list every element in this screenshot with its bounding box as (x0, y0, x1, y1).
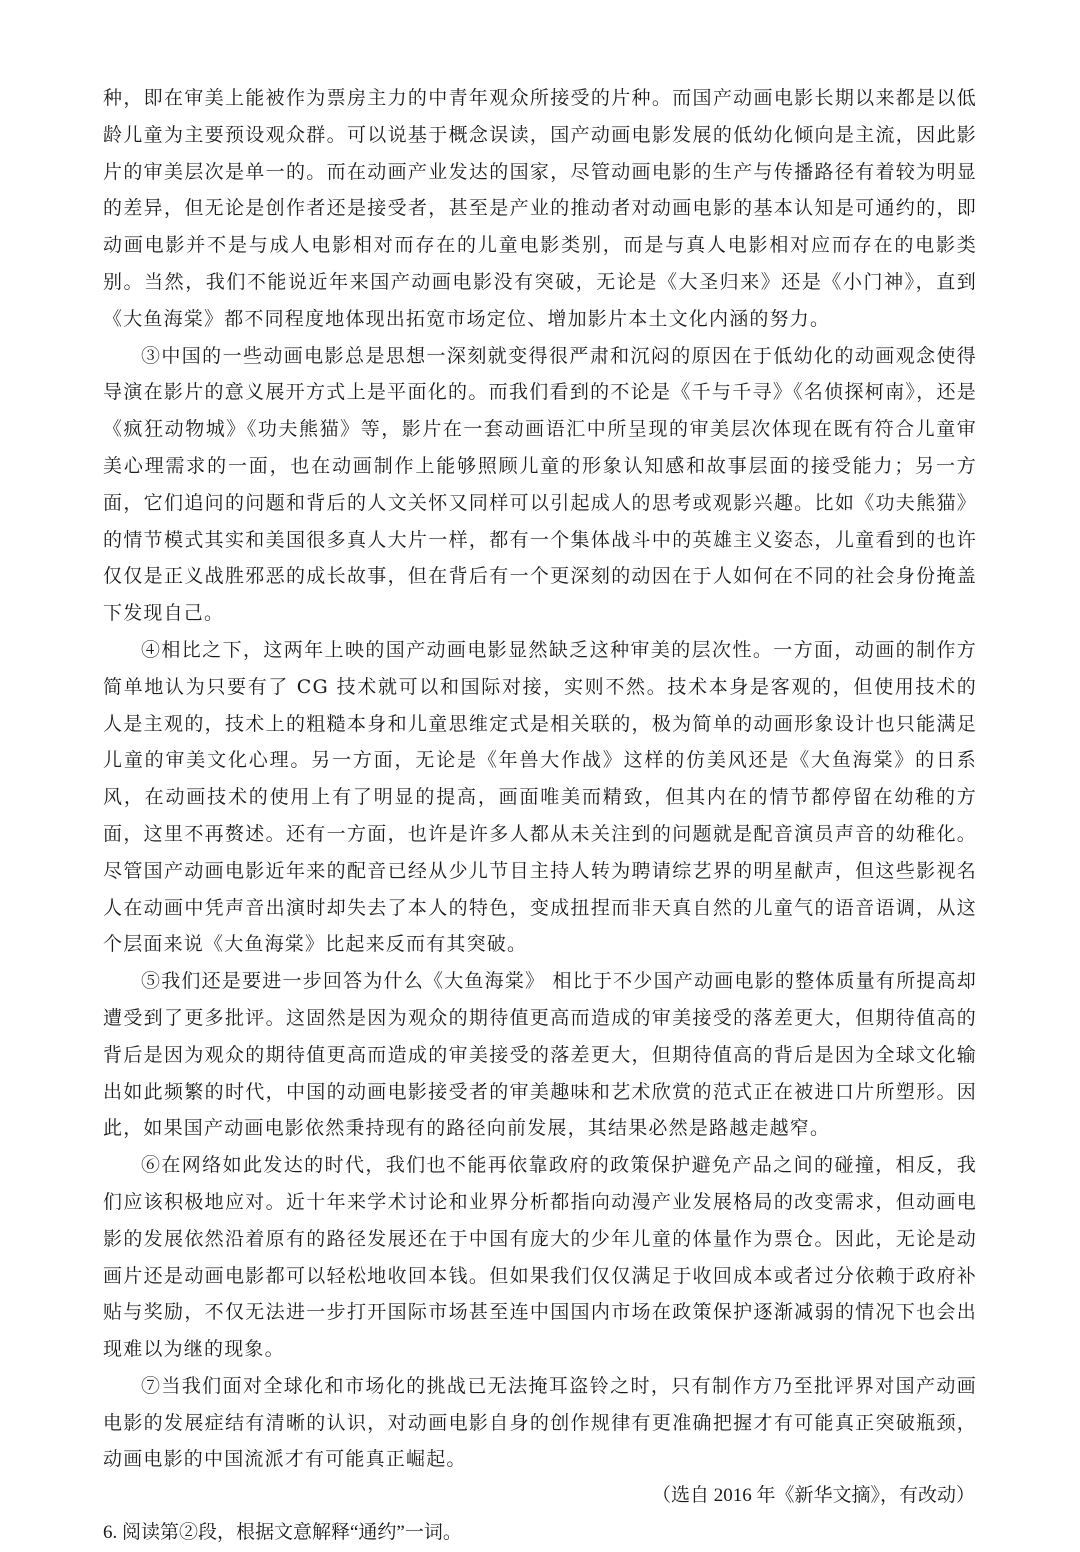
document-page (103, 80, 977, 1552)
paragraph-5: ⑤我们还是要进一步回答为什么《大鱼海棠》 相比于不少国产动画电影的整体质量有所提高却遭受到了更多批评。这固然是因为观众的期待值更高而造成的审美接受的落差更大，但期待值高的背后是因为观众的期待值更高而造成的审美接受的落差更大，但期待值高的背后是因为全球文化输出如此频繁的时代，中国的动画电影接受者的审美趣味和艺术欣赏的范式正在被进口片所塑形。因此，如果国产动画电影依然秉持现有的路径向前发展，其结果必然是路越走越窄。 (103, 970, 977, 1140)
paragraph-4: ④相比之下，这两年上映的国产动画电影显然缺乏这种审美的层次性。一方面，动画的制作方简单地认为只要有了 CG 技术就可以和国际对接，实则不然。技术本身是客观的，但使用技术的人是主观的，技术上的粗糙本身和儿童思维定式是相关联的，极为简单的动画形象设计也只能满足儿童的审美文化心理。另一方面，无论是《年兽大作战》这样的仿美风还是《大鱼海棠》的日系风，在动画技术的使用上有了明显的提高，画面唯美而精致，但其内在的情节都停留在幼稚的方面，这里不再赘述。还有一方面，也许是许多人都从未关注到的问题就是配音演员声音的幼稚化。尽管国产动画电影近年来的配音已经从少儿节目主持人转为聘请综艺界的明星献声，但这些影视名人在动画中凭声音出演时却失去了本人的特色，变成扭捏而非天真自然的儿童气的语音语调，从这个层面来说《大鱼海棠》比起来反而有其突破。 (103, 638, 977, 956)
paragraph-3: ③中国的一些动画电影总是思想一深刻就变得很严肃和沉闷的原因在于低幼化的动画观念使得导演在影片的意义展开方式上是平面化的。而我们看到的不论是《千与千寻》《名侦探柯南》，还是《疯狂动物城》《功夫熊猫》等，影片在一套动画语汇中所呈现的审美层次体现在既有符合儿童审美心理需求的一面，也在动画制作上能够照顾儿童的形象认知感和故事层面的接受能力；另一方面，它们追问的问题和背后的人文关怀又同样可以引起成人的思考或观影兴趣。比如《功夫熊猫》的情节模式其实和美国很多真人大片一样，都有一个集体战斗中的英雄主义姿态，儿童看到的也许仅仅是正义战胜邪恶的成长故事，但在背后有一个更深刻的动因在于人如何在不同的社会身份掩盖下发现自己。 (103, 344, 977, 625)
paragraph-6: ⑥在网络如此发达的时代，我们也不能再依靠政府的政策保护避免产品之间的碰撞，相反，我们应该积极地应对。近十年来学术讨论和业界分析都指向动漫产业发展格局的改变需求，但动画电影的发展依然沿着原有的路径发展还在于中国有庞大的少年儿童的体量作为票仓。因此，无论是动画片还是动画电影都可以轻松地收回本钱。但如果我们仅仅满足于收回成本或者过分依赖于政府补贴与奖励，不仅无法进一步打开国际市场甚至连中国国内市场在政策保护逐渐减弱的情况下也会出现难以为继的现象。 (103, 1154, 977, 1361)
paragraph-2-continued: 种，即在审美上能被作为票房主力的中青年观众所接受的片种。而国产动画电影长期以来都是以低龄儿童为主要预设观众群。可以说基于概念误读，国产动画电影发展的低幼化倾向是主流，因此影片的审美层次是单一的。而在动画产业发达的国家，尽管动画电影的生产与传播路径有着较为明显的差异，但无论是创作者还是接受者，甚至是产业的推动者对动画电影的基本认知是可通约的，即动画电影并不是与成人电影相对而存在的儿童电影类别，而是与真人电影相对应而存在的电影类别。当然，我们不能说近年来国产动画电影没有突破，无论是《大圣归来》还是《小门神》，直到《大鱼海棠》都不同程度地体现出拓宽市场定位、增加影片本土文化内涵的努力。 (103, 87, 977, 330)
paragraph-7: ⑦当我们面对全球化和市场化的挑战已无法掩耳盗铃之时，只有制作方乃至批评界对国产动画电影的发展症结有清晰的认识，对动画电影自身的创作规律有更准确把握才有可能真正突破瓶颈，动画电影的中国流派才有可能真正崛起。 (103, 1374, 977, 1471)
question-6: 6. 阅读第②段，根据文意解释“通约”一词。 (103, 1522, 462, 1544)
source-citation: （选自 2016 年《新华文摘》，有改动） (651, 1485, 975, 1507)
